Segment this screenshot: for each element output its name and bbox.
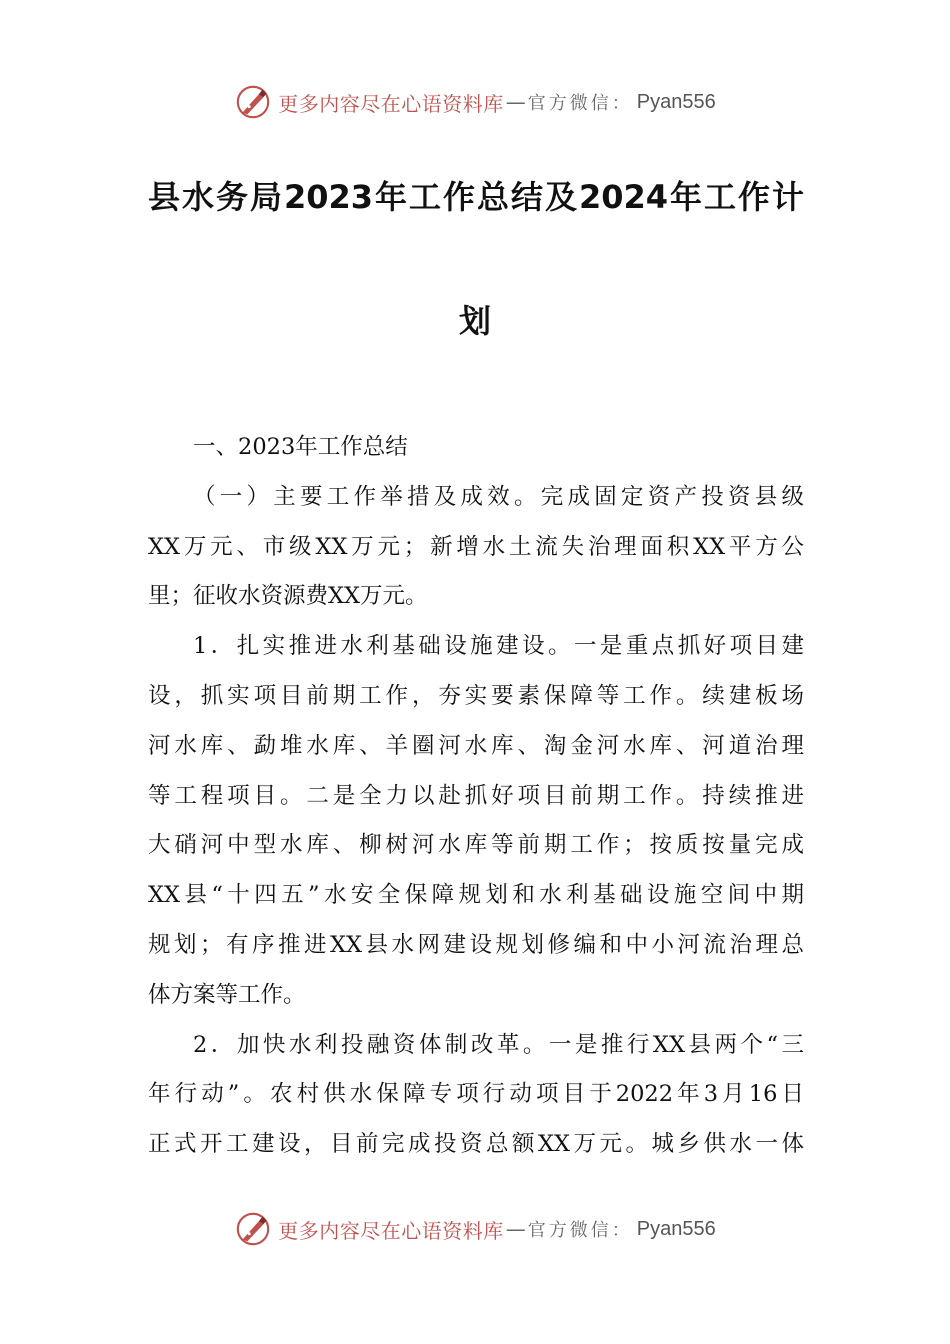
watermark-brand: 更多内容尽在心语资料库 (278, 91, 504, 116)
paragraph-line: 正式开工建设，目前完成投资总额XX万元。城乡供水一体 (148, 1131, 804, 1158)
paragraph-line: 河水库、勐堆水库、羊圈河水库、淘金河水库、河道治理 (148, 732, 804, 759)
watermark-wechat-label: 官方微信： (527, 93, 633, 114)
watermark-banner-top (0, 80, 950, 124)
section-heading-text: 一、2023年工作总结 (193, 434, 408, 460)
paragraph-line: 设，抓实项目前期工作，夯实要素保障等工作。续建板场 (148, 682, 804, 709)
paragraph-line: 里；征收水资源费XX万元。 (148, 583, 428, 610)
document-title-line-1: 县水务局2023年工作总结及2024年工作计 (148, 178, 804, 216)
paragraph-line: （一）主要工作举措及成效。完成固定资产投资县级 (193, 483, 804, 510)
pen-nib-icon (234, 1210, 272, 1248)
watermark-wechat-label: 官方微信： (527, 1220, 633, 1241)
pen-nib-icon (234, 83, 272, 121)
document-body (148, 423, 804, 1170)
watermark-separator: — (505, 90, 526, 114)
watermark-wechat-id: Pyan556 (636, 90, 716, 113)
paragraph-line: 体方案等工作。 (148, 981, 306, 1008)
paragraph-line: XX县“十四五”水安全保障规划和水利基础设施空间中期 (148, 882, 804, 909)
paragraph-line: 年行动”。农村供水保障专项行动项目于2022年3月16日 (148, 1081, 804, 1108)
watermark-separator: — (505, 1217, 526, 1241)
paragraph-line: XX万元、市级XX万元；新增水土流失治理面积XX平方公 (148, 533, 804, 560)
paragraph-line: 1．扎实推进水利基础设施建设。一是重点抓好项目建 (193, 633, 804, 660)
paragraph-line: 大硝河中型水库、柳树河水库等前期工作；按质按量完成 (148, 832, 804, 859)
paragraph-main-measures (148, 473, 804, 622)
paragraph-investment-reform (148, 1021, 804, 1170)
section-heading (148, 423, 804, 473)
watermark-banner-bottom (0, 1207, 950, 1251)
watermark-wechat-id: Pyan556 (636, 1217, 716, 1240)
document-title-line-2: 划 (458, 302, 491, 340)
paragraph-line: 2．加快水利投融资体制改革。一是推行XX县两个“三 (193, 1031, 804, 1058)
watermark-brand: 更多内容尽在心语资料库 (278, 1218, 504, 1243)
paragraph-infrastructure (148, 622, 804, 1020)
paragraph-line: 规划；有序推进XX县水网建设规划修编和中小河流治理总 (148, 931, 804, 958)
paragraph-line: 等工程项目。二是全力以赴抓好项目前期工作。持续推进 (148, 782, 804, 809)
